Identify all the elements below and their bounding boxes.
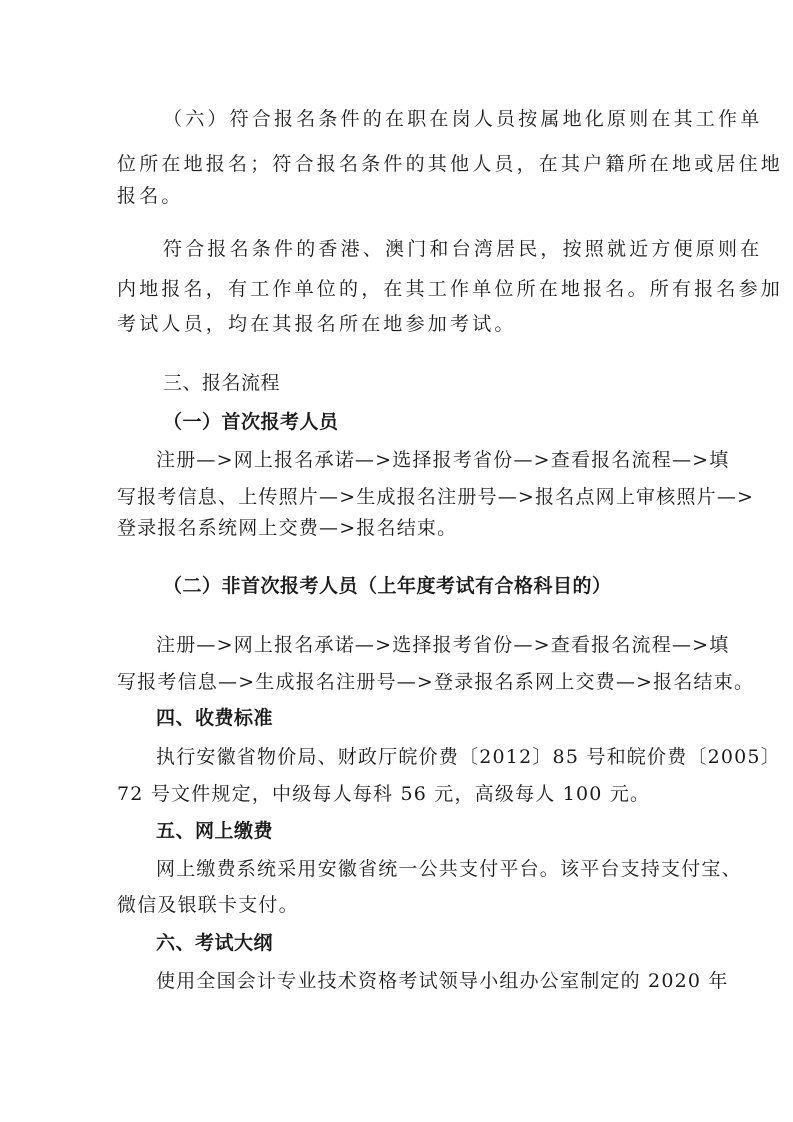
payment-line: 网上缴费系统采用安徽省统一公共支付平台。该平台支持支付宝、: [156, 858, 742, 880]
paragraph-line: （六）符合报名条件的在职在岗人员按属地化原则在其工作单: [163, 108, 763, 130]
fees-line: 执行安徽省物价局、财政厅皖价费〔2012〕85 号和皖价费〔2005〕: [156, 746, 781, 768]
section-heading-online-payment: 五、网上缴费: [156, 820, 274, 842]
subsection-heading-returning: （二）非首次报考人员（上年度考试有合格科目的）: [163, 575, 612, 597]
paragraph-line: 报名。: [117, 185, 184, 207]
process-line: 登录报名系统网上交费—>报名结束。: [117, 517, 458, 539]
section-heading-registration-process: 三、报名流程: [163, 372, 281, 394]
process-line: 写报考信息—>生成报名注册号—>登录报名系网上交费—>报名结束。: [117, 671, 755, 693]
subsection-heading-first-time: （一）首次报考人员: [163, 411, 339, 433]
process-line: 注册—>网上报名承诺—>选择报考省份—>查看报名流程—>填: [156, 449, 730, 471]
section-heading-exam-syllabus: 六、考试大纲: [156, 932, 274, 954]
payment-line: 微信及银联卡支付。: [117, 894, 299, 916]
section-heading-fees: 四、收费标准: [156, 707, 274, 729]
process-line: 写报考信息、上传照片—>生成报名注册号—>报名点网上审核照片—>: [117, 486, 755, 508]
fees-line: 72 号文件规定，中级每人每科 56 元，高级每人 100 元。: [117, 783, 651, 805]
paragraph-line: 考试人员，均在其报名所在地参加考试。: [117, 313, 517, 335]
syllabus-line: 使用全国会计专业技术资格考试领导小组办公室制定的 2020 年: [156, 970, 729, 992]
paragraph-line: 符合报名条件的香港、澳门和台湾居民，按照就近方便原则在: [163, 238, 763, 260]
paragraph-line: 位所在地报名；符合报名条件的其他人员，在其户籍所在地或居住地: [117, 153, 784, 175]
paragraph-line: 内地报名，有工作单位的，在其工作单位所在地报名。所有报名参加: [117, 278, 784, 300]
process-line: 注册—>网上报名承诺—>选择报考省份—>查看报名流程—>填: [156, 634, 730, 656]
